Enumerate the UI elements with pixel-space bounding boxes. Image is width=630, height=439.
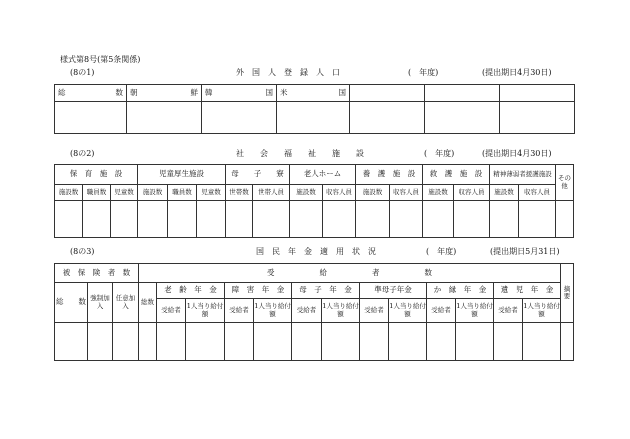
data-cell bbox=[55, 102, 127, 134]
group-nursery: 保 育 施 設 bbox=[55, 165, 138, 185]
header-korea-north: 朝 鮮 bbox=[127, 85, 202, 102]
data-cell bbox=[127, 102, 202, 134]
sub-facilities: 施設数 bbox=[138, 185, 168, 201]
header-blank bbox=[350, 85, 425, 102]
data-cell bbox=[425, 102, 500, 134]
pension-table bbox=[54, 263, 574, 361]
group-elderly-home: 老人ホーム bbox=[290, 165, 356, 185]
sub-children: 児童数 bbox=[111, 185, 138, 201]
form-header: 様式第8号(第5条関係) bbox=[60, 55, 141, 64]
section2-title: 社 会 福 祉 施 設 bbox=[236, 149, 364, 158]
group-other: その他 bbox=[556, 165, 574, 201]
header-blank bbox=[500, 85, 575, 102]
recipients: 受給者 bbox=[157, 299, 186, 323]
per-person-amount: 1人当り給付額 bbox=[254, 299, 292, 323]
section1-deadline: (提出期日4月30日) bbox=[482, 68, 552, 77]
section2-year: ( 年度) bbox=[424, 149, 455, 158]
voluntary-enrollment: 任意加入 bbox=[113, 283, 139, 323]
sub-facilities: 施設数 bbox=[290, 185, 323, 201]
per-person-amount: 1人当り給付額 bbox=[456, 299, 494, 323]
header-korea-south: 韓 国 bbox=[202, 85, 277, 102]
group-relief: 救 護 施 設 bbox=[423, 165, 490, 185]
sub-facilities: 施設数 bbox=[55, 185, 83, 201]
recipients: 受給者 bbox=[292, 299, 322, 323]
pension-disability: 障 害 年 金 bbox=[225, 283, 292, 299]
section2-number: (8の2) bbox=[70, 149, 95, 158]
section3-year: ( 年度) bbox=[426, 247, 457, 256]
sub-children: 児童数 bbox=[197, 185, 226, 201]
section3-number: (8の3) bbox=[70, 247, 95, 256]
group-mental-disability: 精神薄弱者援護施設 bbox=[490, 165, 556, 185]
sub-households: 世帯数 bbox=[226, 185, 253, 201]
header-total: 総 数 bbox=[55, 85, 127, 102]
beneficiaries-header: 受 給 者 数 bbox=[139, 264, 561, 283]
pension-orphan: 遺 児 年 金 bbox=[494, 283, 561, 299]
per-person-amount: 1人当り給付額 bbox=[389, 299, 427, 323]
beneficiaries-total: 総数 bbox=[139, 283, 157, 323]
section1-year: ( 年度) bbox=[408, 68, 439, 77]
recipients: 受給者 bbox=[427, 299, 456, 323]
sub-facilities: 施設数 bbox=[356, 185, 390, 201]
sub-household-members: 世帯人員 bbox=[253, 185, 290, 201]
data-cell bbox=[500, 102, 575, 134]
sub-facilities: 施設数 bbox=[490, 185, 519, 201]
group-child-welfare: 児童厚生施設 bbox=[138, 165, 226, 185]
per-person-amount: 1人当り給付額 bbox=[186, 299, 225, 323]
sub-facilities: 施設数 bbox=[423, 185, 454, 201]
group-nursing: 養 護 施 設 bbox=[356, 165, 423, 185]
section3-title: 国 民 年 金 適 用 状 況 bbox=[256, 247, 376, 256]
pension-widow: か 縁 年 金 bbox=[427, 283, 494, 299]
sub-residents: 収容人員 bbox=[323, 185, 356, 201]
insured-count-header: 被 保 険 者 数 bbox=[55, 264, 139, 283]
header-blank bbox=[425, 85, 500, 102]
per-person-amount: 1人当り給付額 bbox=[322, 299, 360, 323]
recipients: 受給者 bbox=[494, 299, 523, 323]
section3-deadline: (提出期日5月31日) bbox=[490, 247, 560, 256]
data-cell bbox=[277, 102, 350, 134]
sub-residents: 収容人員 bbox=[519, 185, 556, 201]
section1-number: (8の1) bbox=[70, 68, 95, 77]
header-usa: 米 国 bbox=[277, 85, 350, 102]
pension-mother-child: 母 子 年 金 bbox=[292, 283, 360, 299]
pension-quasi-mother-child: 準母子年金 bbox=[360, 283, 427, 299]
data-cell bbox=[350, 102, 425, 134]
remarks-header: 摘要 bbox=[561, 264, 574, 323]
pension-old-age: 老 齢 年 金 bbox=[157, 283, 225, 299]
sub-residents: 収容人員 bbox=[454, 185, 490, 201]
mandatory-enrollment: 強制加入 bbox=[88, 283, 113, 323]
foreign-registration-table bbox=[54, 84, 575, 134]
data-cell bbox=[202, 102, 277, 134]
sub-residents: 収容人員 bbox=[390, 185, 423, 201]
group-mother-child-home: 母 子 寮 bbox=[226, 165, 290, 185]
per-person-amount: 1人当り給付額 bbox=[523, 299, 561, 323]
sub-staff: 職員数 bbox=[83, 185, 111, 201]
welfare-facilities-table bbox=[54, 164, 574, 238]
sub-staff: 職員数 bbox=[168, 185, 197, 201]
insured-total: 総 数 bbox=[55, 283, 88, 323]
section2-deadline: (提出期日4月30日) bbox=[482, 149, 552, 158]
recipients: 受給者 bbox=[225, 299, 254, 323]
section1-title: 外 国 人 登 録 人 口 bbox=[236, 68, 340, 77]
recipients: 受給者 bbox=[360, 299, 389, 323]
